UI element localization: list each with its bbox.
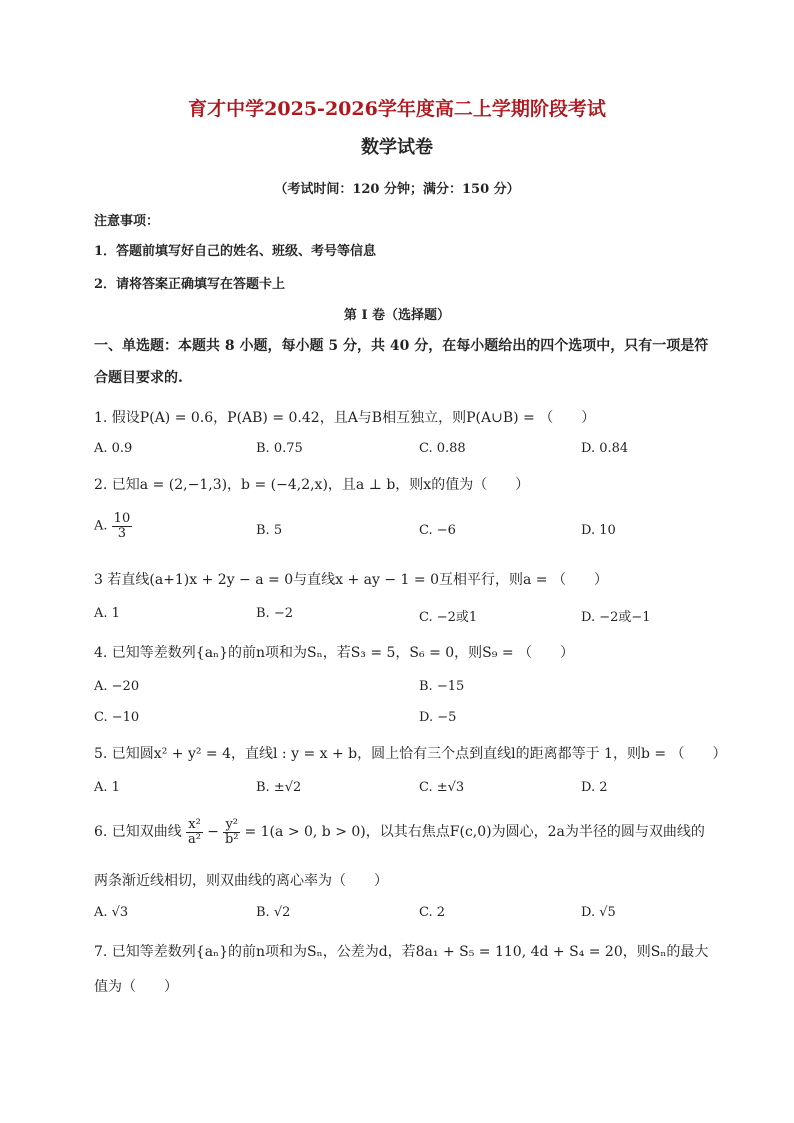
q6-fraction-y: [223, 818, 240, 846]
question-4-option-a: A. −20: [94, 679, 140, 694]
exam-title: 育才中学2025-2026学年度高二上学期阶段考试: [188, 98, 606, 120]
fraction-numerator: x²: [188, 817, 201, 832]
option-a-fraction: [112, 512, 133, 540]
question-6-option-b: B. √2: [256, 905, 291, 920]
question-4-option-d: D. −5: [419, 710, 457, 725]
q6-fraction-x: [186, 818, 203, 846]
fraction-denominator: 3: [117, 525, 127, 541]
question-6-option-d: D. √5: [581, 905, 616, 920]
section-intro-line2: 合题目要求的.: [94, 370, 183, 386]
question-1-option-a: A. 0.9: [94, 441, 133, 456]
q6-minus: −: [207, 824, 219, 841]
fraction-denominator: a²: [188, 831, 202, 847]
question-3-option-a: A. 1: [94, 606, 120, 621]
notice-item-2: 2．请将答案正确填写在答题卡上: [94, 277, 286, 292]
q6-stem-pre: 6. 已知双曲线: [94, 824, 182, 841]
section-title: 第 I 卷（选择题）: [343, 308, 451, 323]
fraction-numerator: y²: [225, 817, 239, 832]
fraction-denominator: b²: [224, 831, 239, 847]
question-1-option-d: D. 0.84: [581, 441, 629, 456]
question-2-option-c: C. −6: [419, 523, 456, 538]
question-6-stem-line2: 两条渐近线相切，则双曲线的离心率为（ ）: [94, 873, 388, 889]
question-7-stem: 7. 已知等差数列{aₙ}的前n项和为Sₙ，公差为d，若8a₁ + S₅ = 110, 4d + S₄ = 20，则Sₙ的最大: [94, 944, 709, 960]
option-a-label: A.: [94, 518, 108, 534]
question-2-option-d: D. 10: [581, 523, 616, 538]
question-5-option-a: A. 1: [94, 780, 120, 795]
question-3-option-b: B. −2: [256, 606, 293, 621]
question-3-stem: 3 若直线(a+1)x + 2y − a = 0与直线x + ay − 1 = 0互相平行，则a = （ ）: [94, 572, 608, 588]
question-5-option-b: B. ±√2: [256, 780, 302, 795]
question-5-option-d: D. 2: [581, 780, 608, 795]
exam-subtitle: 数学试卷: [361, 137, 433, 158]
question-2-option-a: [94, 512, 132, 540]
question-1-stem: 1. 假设P(A) = 0.6，P(AB) = 0.42，且A与B相互独立，则P(A∪B) = （ ）: [94, 410, 596, 426]
notice-item-1: 1．答题前填写好自己的姓名、班级、考号等信息: [94, 244, 377, 259]
question-7-stem-line2: 值为（ ）: [94, 979, 178, 995]
question-4-stem: 4. 已知等差数列{aₙ}的前n项和为Sₙ，若S₃ = 5，S₆ = 0，则S₉ = （ ）: [94, 645, 575, 661]
question-4-option-b: B. −15: [419, 679, 465, 694]
question-4-option-c: C. −10: [94, 710, 140, 725]
question-2-option-b: B. 5: [256, 523, 283, 538]
question-1-option-c: C. 0.88: [419, 441, 466, 456]
question-6-option-c: C. 2: [419, 905, 446, 920]
section-intro-line1: 一、单选题：本题共 8 小题，每小题 5 分，共 40 分，在每小题给出的四个选项中，只有一项是符: [94, 338, 709, 354]
question-1-option-b: B. 0.75: [256, 441, 303, 456]
q6-stem-post: = 1(a > 0, b > 0)，以其右焦点F(c,0)为圆心，2a为半径的圆与双曲线的: [244, 824, 705, 841]
fraction-numerator: 10: [113, 511, 131, 526]
notice-heading: 注意事项：: [94, 214, 160, 229]
question-2-stem: 2. 已知a = (2,−1,3)，b = (−4,2,x)，且a ⊥ b，则x的值为（ ）: [94, 477, 530, 493]
question-5-option-c: C. ±√3: [419, 780, 465, 795]
question-3-option-c: C. −2或1: [419, 610, 478, 625]
exam-info: （考试时间：120 分钟；满分：150 分）: [274, 182, 520, 197]
question-5-stem: 5. 已知圆x² + y² = 4，直线l : y = x + b，圆上恰有三个点到直线l的距离都等于 1，则b = （ ）: [94, 746, 727, 762]
question-3-option-d: D. −2或−1: [581, 610, 651, 625]
question-6-stem: [94, 818, 705, 846]
question-6-option-a: A. √3: [94, 905, 129, 920]
